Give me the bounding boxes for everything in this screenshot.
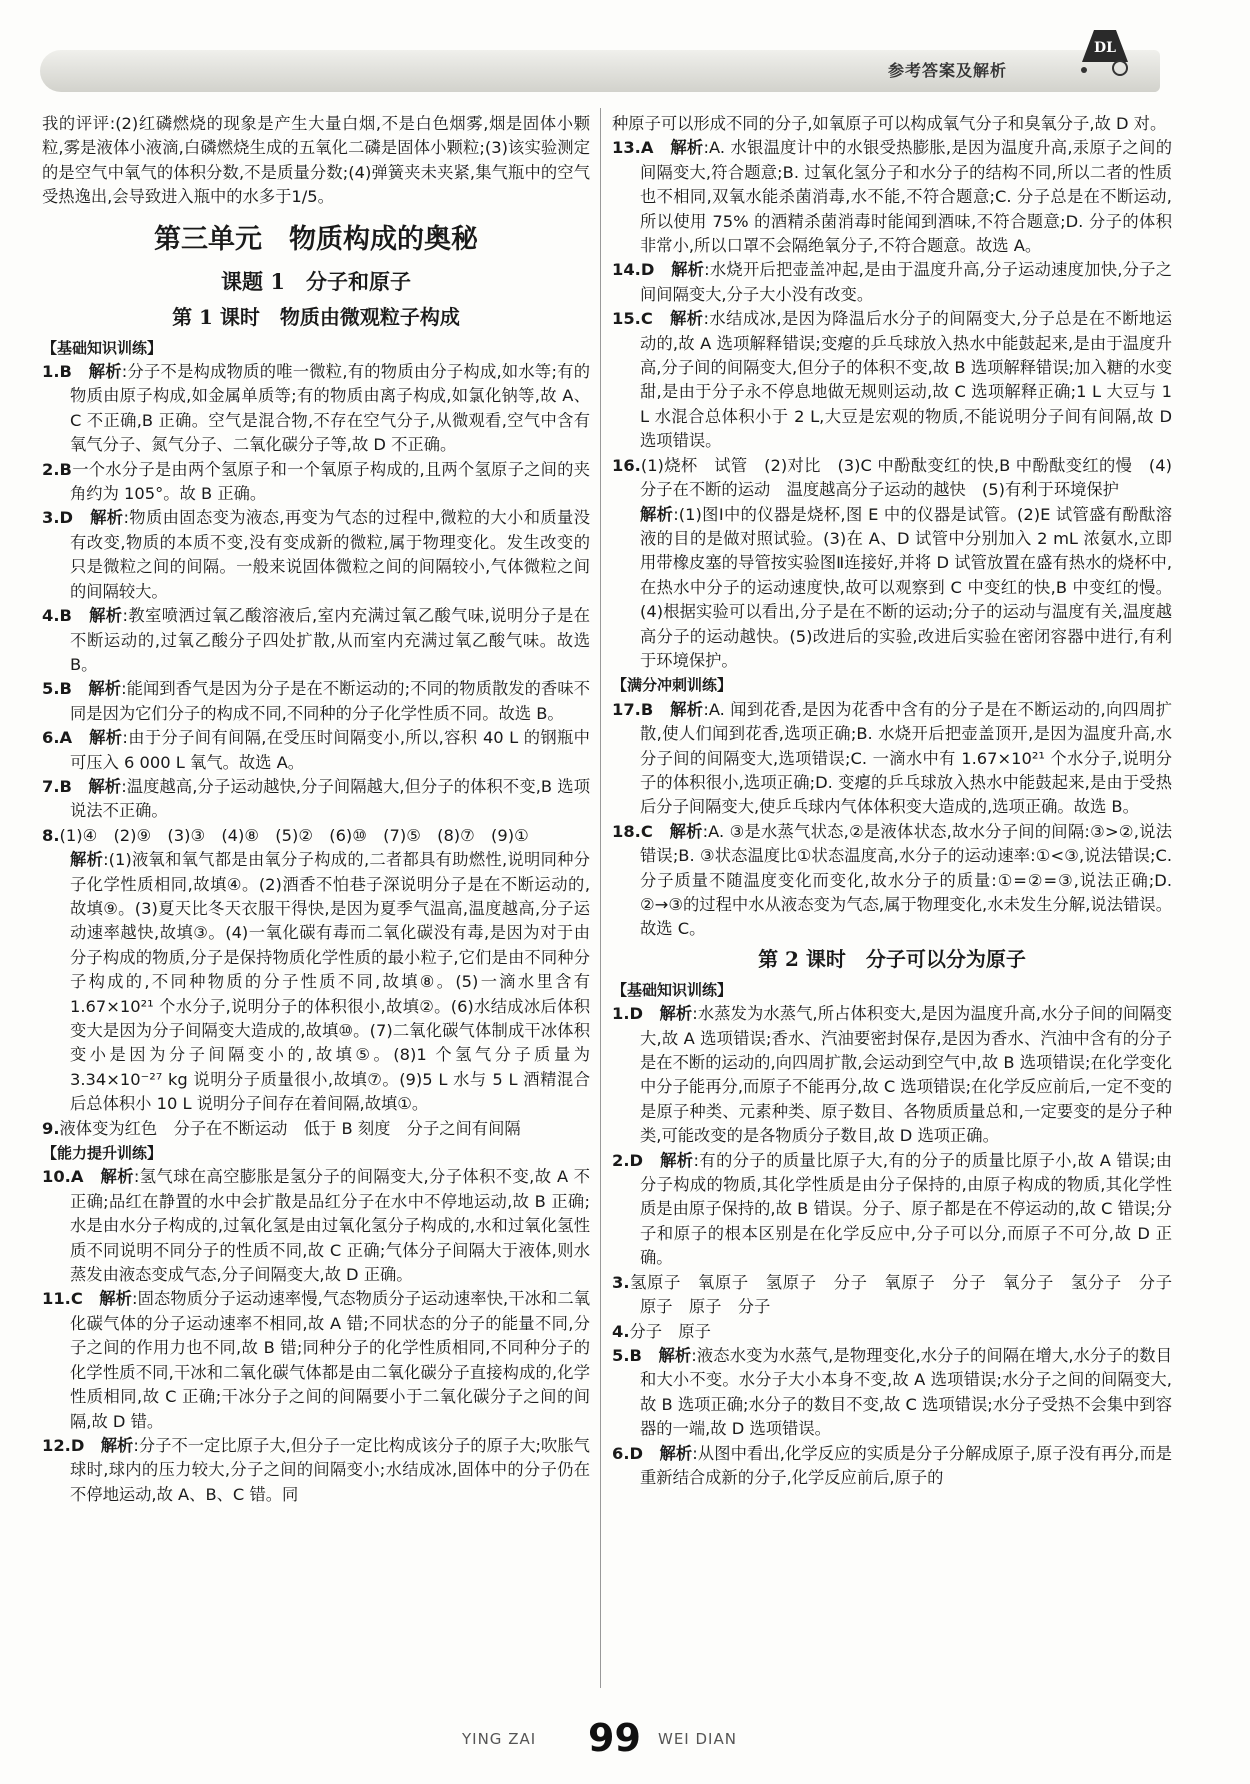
analysis-label: 解析 bbox=[70, 850, 104, 870]
page-number: 99 bbox=[588, 1716, 641, 1760]
answer-text: :能闻到香气是因为分子是在不断运动的;不同的物质散发的香味不同是因为它们分子的构成不同,不同种的分子化学性质不同。故选 B。 bbox=[70, 679, 590, 723]
answer-item bbox=[612, 698, 1172, 820]
answer-text: :物质由固态变为液态,再变为气态的过程中,微粒的大小和质量没有改变,物质的本质不变,没有变成新的微粒,属于物理变化。发生改变的只是微粒之间的间隔。一般来说固体微粒之间的间隔较小,气体微粒之间的间隔较大。 bbox=[70, 508, 590, 601]
answer-text: :氢气球在高空膨胀是氢分子的间隔变大,分子体积不变,故 A 不正确;品红在静置的水中会扩散是品红分子在水中不停地运动,故 B 正确;水是由水分子构成的,过氧化氢是由过氧化氢分子构成的,水和过氧化氢性质不同说明不同分子的性质不同,故 C 正确;气体分子间隔大于液体,则水蒸发由液态变成气态,分子间隔变大,故 D 正确。 bbox=[70, 1167, 590, 1285]
answer-item bbox=[42, 1287, 590, 1433]
analysis-label: 解析 bbox=[640, 504, 674, 524]
section-label: 【满分冲刺训练】 bbox=[612, 676, 733, 695]
answer-number: 3. bbox=[612, 1272, 630, 1292]
answer-number: 15.C bbox=[612, 309, 653, 329]
answer-text: 氢原子 氧原子 氢原子 分子 氧原子 分子 氧分子 氢分子 分子 原子 原子 分子 bbox=[629, 1272, 1189, 1317]
analysis-label: 解析 bbox=[671, 260, 705, 280]
answer-number: 1.D bbox=[612, 1004, 644, 1024]
analysis-label: 解析 bbox=[658, 1345, 692, 1365]
topic-heading: 课题 1 分子和原子 bbox=[221, 268, 411, 294]
analysis-label: 解析 bbox=[89, 606, 123, 626]
answer-number: 14.D bbox=[612, 260, 655, 280]
answer-number: 4. bbox=[612, 1321, 630, 1341]
answer-text: :分子不是构成物质的唯一微粒,有的物质由分子构成,如水等;有的物质由原子构成,如金属单质等;有的物质由离子构成,如氯化钠等,故 A、C 不正确,B 正确。空气是混合物,不存在空气分子,从微观看,空气中含有氧气分子、氮气分子、二氧化碳分子等,故 D 不正确。 bbox=[70, 362, 590, 455]
answer-number: 6.D bbox=[612, 1443, 644, 1463]
answer-item bbox=[612, 1442, 1172, 1491]
column-divider bbox=[600, 108, 601, 1688]
answer-number: 16. bbox=[612, 455, 641, 475]
answer-text: :教室喷洒过氧乙酸溶液后,室内充满过氧乙酸气味,说明分子是在不断运动的,过氧乙酸分子四处扩散,从而室内充满过氧乙酸气味。故选 B。 bbox=[70, 606, 590, 674]
answer-number: 1.B bbox=[42, 362, 72, 382]
answer-item bbox=[612, 258, 1172, 307]
publisher-logo bbox=[1072, 22, 1136, 78]
logo-text: DL bbox=[1094, 40, 1116, 56]
paragraph: 种原子可以形成不同的分子,如氧原子可以构成氧气分子和臭氧分子,故 D 对。 bbox=[612, 114, 1167, 133]
answer-text: :从图中看出,化学反应的实质是分子分解成原子,原子没有再分,而是重新结合成新的分子,化学反应前后,原子的 bbox=[640, 1443, 1172, 1487]
analysis-block bbox=[42, 848, 590, 1116]
right-column bbox=[612, 112, 1189, 1490]
answer-text: :固态物质分子运动速率慢,气态物质分子运动速率快,干冰和二氧化碳气体的分子运动速率不相同,故 A 错;不同状态的分子的能量不同,分子之间的作用力也不同,故 B 错;同种分子的化学性质相同,不同种分子的化学性质不同,干冰和二氧化碳气体都是由二氧化碳分子直接构成的,化学性质相同,故 C 正确;干冰分子之间的间隔要小于二氧化碳分子之间的间隔,故 D 错。 bbox=[70, 1289, 590, 1431]
analysis-label: 解析 bbox=[90, 508, 124, 528]
answer-text: (1)烧杯 试管 (2)对比 (3)C 中酚酞变红的快,B 中酚酞变红的慢 (4)分子在不断的运动 温度越高分子运动的越快 (5)有利于环境保护 bbox=[640, 455, 1172, 500]
answer-item bbox=[42, 604, 590, 677]
answer-item bbox=[42, 360, 590, 458]
answer-item bbox=[612, 1344, 1172, 1442]
answer-number: 5.B bbox=[42, 679, 72, 699]
analysis-label: 解析 bbox=[659, 1443, 693, 1463]
left-column bbox=[42, 112, 590, 1507]
answer-text: :水结成冰,是因为降温后水分子的间隔变大,分子总是在不断地运动的,故 A 选项解释错误;变瘪的乒乓球放入热水中能鼓起来,是由于温度升高,分子间的间隔变大,但分子的体积不变,故 B 选项解释错误;加入糖的水变甜,是由于分子永不停息地做无规则运动,故 C 选项解释正确;1 L 大豆与 1 L 水混合总体积小于 2 L,大豆是宏观的物质,不能说明分子间有间隔,故 D 选项错误。 bbox=[640, 309, 1172, 451]
answer-number: 11.C bbox=[42, 1289, 83, 1309]
answer-text: :有的分子的质量比原子大,有的分子的质量比原子小,故 A 错误;由分子构成的物质,其化学性质是由分子保持的,由原子构成的物质,其化学性质是由原子保持的,故 B 错误。分子、原子都是在不停运动的,故 C 错误;分子和原子的根本区别是在化学反应中,分子可以分,而原子不可分,故 D 正确。 bbox=[640, 1150, 1172, 1268]
answer-item bbox=[42, 506, 590, 604]
analysis-text: :(1)液氧和氧气都是由氧分子构成的,二者都具有助燃性,说明同种分子化学性质相同,故填④。(2)酒香不怕巷子深说明分子是在不断运动的,故填⑨。(3)夏天比冬天衣服干得快,是因为夏季气温高,温度越高,分子运动速率越快,故填③。(4)一氧化碳有毒而二氧化碳没有毒,是因为对于由分子构成的物质,分子是保持物质化学性质的最小粒子,它们是由不同种分子构成的,不同种物质的分子性质不同,故填⑧。(5)一滴水里含有 1.67×10²¹ 个水分子,说明分子的体积很小,故填②。(6)水结成冰后体积变大是因为分子间隔变大造成的,故填⑩。(7)二氧化碳气体制成干冰体积变小是因为分子间隔变小的,故填⑤。(8)1 个氢气分子质量为 3.34×10⁻²⁷ kg 说明分子质量很小,故填⑦。(9)5 L 水与 5 L 酒精混合后总体积小 10 L 说明分子间存在着间隔,故填①。 bbox=[70, 850, 590, 1114]
answer-item bbox=[612, 307, 1172, 453]
answer-text: :由于分子间有间隔,在受压时间隔变小,所以,容积 40 L 的钢瓶中可压入 6 000 L 氧气。故选 A。 bbox=[70, 728, 590, 772]
answer-item bbox=[612, 1271, 1189, 1320]
section-label: 【能力提升训练】 bbox=[42, 1144, 163, 1163]
answer-text: 一个水分子是由两个氢原子和一个氧原子构成的,且两个氢原子之间的夹角约为 105°。故 B 正确。 bbox=[70, 459, 590, 504]
analysis-label: 解析 bbox=[670, 699, 704, 719]
answer-item bbox=[42, 824, 590, 848]
page-footer bbox=[0, 1710, 1250, 1760]
analysis-block bbox=[612, 503, 1172, 674]
answer-number: 6.A bbox=[42, 728, 73, 748]
lesson-heading: 第 2 课时 分子可以分为原子 bbox=[758, 946, 1026, 971]
section-label: 【基础知识训练】 bbox=[42, 338, 163, 357]
answer-number: 10.A bbox=[42, 1167, 84, 1187]
answer-item bbox=[612, 1149, 1172, 1271]
analysis-label: 解析 bbox=[99, 1289, 133, 1309]
answer-text: 分子 原子 bbox=[629, 1321, 711, 1341]
analysis-label: 解析 bbox=[88, 776, 122, 796]
answer-number: 9. bbox=[42, 1118, 60, 1138]
answer-item bbox=[42, 458, 590, 507]
answer-text: 液体变为红色 分子在不断运动 低于 B 刻度 分子之间有间隔 bbox=[59, 1118, 521, 1138]
analysis-label: 解析 bbox=[669, 309, 704, 329]
section-label: 【基础知识训练】 bbox=[612, 980, 733, 999]
answer-item bbox=[42, 1434, 590, 1507]
footer-left-text: YING ZAI bbox=[462, 1730, 537, 1748]
analysis-label: 解析 bbox=[100, 1435, 134, 1455]
analysis-label: 解析 bbox=[659, 1004, 693, 1024]
answer-number: 13.A bbox=[612, 138, 654, 158]
analysis-label: 解析 bbox=[660, 1150, 694, 1170]
answer-text: :水烧开后把壶盖冲起,是由于温度升高,分子运动速度加快,分子之间间隔变大,分子大小没有改变。 bbox=[640, 260, 1172, 304]
answer-item bbox=[42, 677, 590, 726]
answer-item bbox=[612, 820, 1172, 942]
answer-number: 3.D bbox=[42, 508, 74, 528]
answer-text: :液态水变为水蒸气,是物理变化,水分子的间隔在增大,水分子的数目和大小不变。水分子大小本身不变,故 A 选项错误;水分子之间的间隔变大,故 B 选项正确;水分子的数目不变,故 C 选项错误;水分子受热不会集中到容器的一端,故 D 选项错误。 bbox=[640, 1345, 1172, 1439]
analysis-text: :(1)图Ⅰ中的仪器是烧杯,图 E 中的仪器是试管。(2)E 试管盛有酚酞溶液的目的是做对照试验。(3)在 A、D 试管中分别加入 2 mL 浓氨水,立即用带橡皮塞的导管按实验图Ⅱ连接好,并将 D 试管放置在盛有热水的烧杯中,在热水中分子的运动速度快,故可以观察到 C 中变红的快,B 中变红的慢。(4)根据实验可以看出,分子是在不断的运动;分子的运动与温度有关,温度越高分子的运动越快。(5)改进后的实验,改进后实验在密闭容器中进行,有利于环境保护。 bbox=[640, 504, 1172, 670]
answer-number: 2.D bbox=[612, 1150, 644, 1170]
analysis-label: 解析 bbox=[100, 1167, 134, 1187]
lesson-heading: 第 1 课时 物质由微观粒子构成 bbox=[172, 304, 460, 329]
answer-number: 7.B bbox=[42, 776, 72, 796]
answer-text: (1)④ (2)⑨ (3)③ (4)⑧ (5)② (6)⑩ (7)⑤ (8)⑦ (9)① bbox=[59, 825, 529, 845]
answer-text: :A. 闻到花香,是因为花香中含有的分子是在不断运动的,向四周扩散,使人们闻到花香,选项正确;B. 水烧开后把壶盖顶开,是因为温度升高,水分子间的间隔变大,选项错误;C. 一滴水中有 1.67×10²¹ 个水分子,说明分子的体积很小,选项正确;D. 变瘪的乒乓球放入热水中能鼓起来,是由于受热后分子间隔变大,使乒乓球内气体体积变大造成的,选项正确。故选 B。 bbox=[640, 699, 1172, 817]
analysis-label: 解析 bbox=[669, 821, 703, 841]
answer-number: 17.B bbox=[612, 699, 654, 719]
answer-item bbox=[612, 1320, 1172, 1344]
answer-text: :A. 水银温度计中的水银受热膨胀,是因为温度升高,汞原子之间的间隔变大,符合题意;B. 过氧化氢分子和水分子的结构不同,所以二者的性质也不相同,双氧水能杀菌消毒,水不能,不符合题意;C. 分子总是在不断运动,所以使用 75% 的酒精杀菌消毒时能闻到酒味,不符合题意;D. 分子的体积非常小,所以口罩不会隔绝氧分子,不符合题意。故选 A。 bbox=[640, 138, 1172, 256]
answer-item bbox=[42, 1165, 590, 1287]
answer-number: 8. bbox=[42, 825, 60, 845]
footer-right-text: WEI DIAN bbox=[658, 1730, 737, 1748]
analysis-label: 解析 bbox=[88, 362, 122, 382]
answer-text: :分子不一定比原子大,但分子一定比构成该分子的原子大;吹胀气球时,球内的压力较大,分子之间的间隔变小;水结成冰,固体中的分子仍在不停地运动,故 A、B、C 错。同 bbox=[70, 1435, 590, 1504]
answer-item bbox=[612, 1002, 1172, 1148]
header-title: 参考答案及解析 bbox=[888, 61, 1008, 80]
answer-item bbox=[42, 726, 590, 775]
answer-number: 12.D bbox=[42, 1435, 85, 1455]
answer-item bbox=[612, 136, 1172, 258]
analysis-label: 解析 bbox=[670, 138, 704, 158]
answer-text: :水蒸发为水蒸气,所占体积变大,是因为温度升高,水分子间的间隔变大,故 A 选项错误;香水、汽油要密封保存,是因为香水、汽油中含有的分子是在不断的运动的,向四周扩散,会运动到空气中,故 B 选项错误;在化学变化中分子能再分,而原子不能再分,故 C 选项错误;在化学反应前后,一定不变的是原子种类、元素种类、原子数目、各物质质量总和,一定要变的是分子种类,可能改变的是各物质分子数目,故 D 选项正确。 bbox=[640, 1004, 1172, 1146]
answer-item bbox=[612, 454, 1172, 503]
answer-number: 4.B bbox=[42, 606, 72, 626]
answer-text: :温度越高,分子运动越快,分子间隔越大,但分子的体积不变,B 选项说法不正确。 bbox=[70, 776, 590, 821]
analysis-label: 解析 bbox=[88, 679, 122, 699]
answer-item bbox=[42, 775, 590, 824]
answer-number: 5.B bbox=[612, 1345, 642, 1365]
answer-number: 18.C bbox=[612, 821, 653, 841]
analysis-label: 解析 bbox=[89, 728, 123, 748]
answer-text: :A. ③是水蒸气状态,②是液体状态,故水分子间的间隔:③>②,说法错误;B. ③状态温度比①状态温度高,水分子的运动速率:①<③,说法错误;C. 分子质量不随温度变化而变化,故水分子的质量:①=②=③,说法正确;D. ②→③的过程中水从液态变为气态,属于物理变化,水未发生分解,说法错误。故选 C。 bbox=[640, 821, 1172, 939]
unit-heading: 第三单元 物质构成的奥秘 bbox=[154, 223, 478, 255]
answer-number: 2.B bbox=[42, 459, 72, 479]
answer-item bbox=[42, 1117, 590, 1141]
paragraph: 我的评评:(2)红磷燃烧的现象是产生大量白烟,不是白色烟雾,烟是固体小颗粒,雾是液体小液滴,白磷燃烧生成的五氧化二磷是固体小颗粒;(3)该实验测定的是空气中氧气的体积分数,不是质量分数;(4)弹簧夹未夹紧,集气瓶中的空气受热逸出,会导致进入瓶中的水多于1/5。 bbox=[42, 114, 590, 207]
